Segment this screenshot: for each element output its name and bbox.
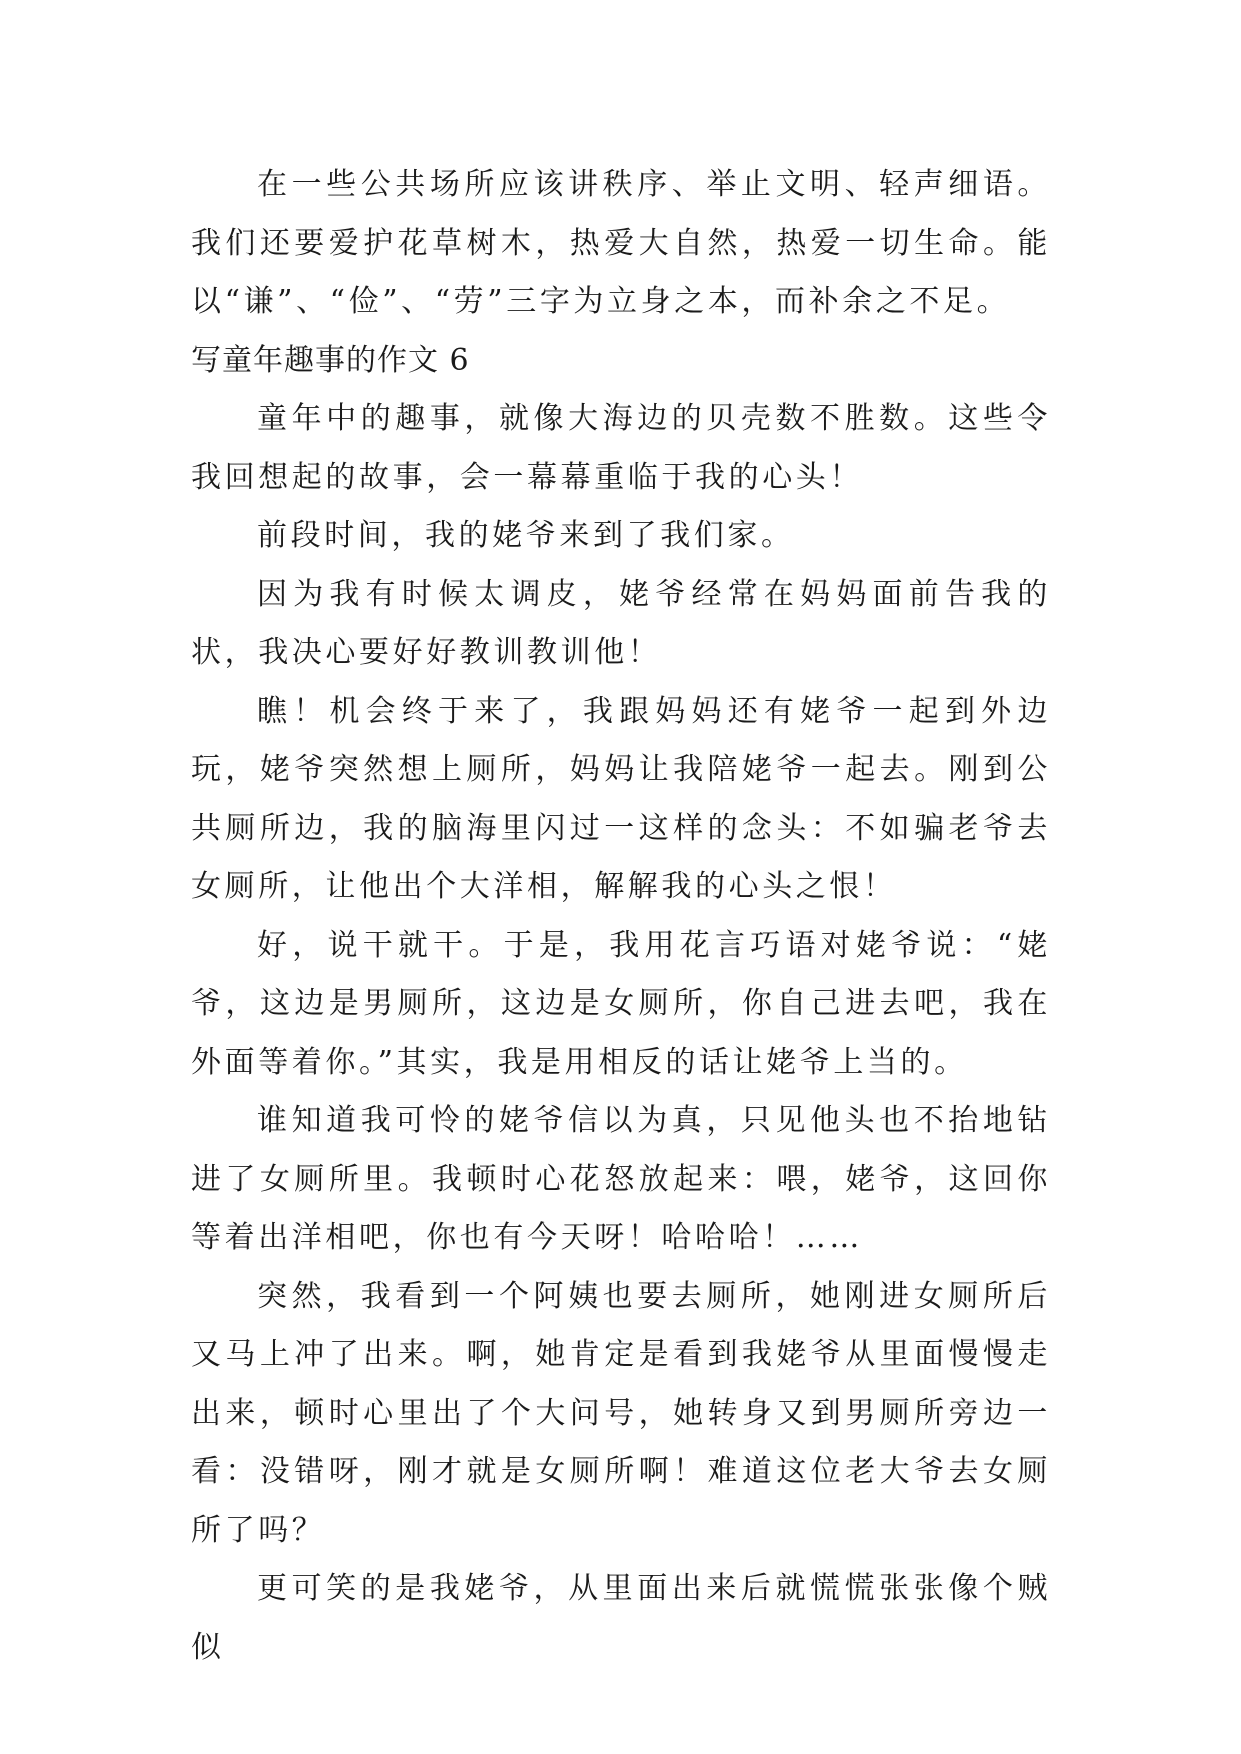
paragraph: 突然，我看到一个阿姨也要去厕所，她刚进女厕所后又马上冲了出来。啊，她肯定是看到我姥爷从里面慢慢走出来，顿时心里出了个大问号，她转身又到男厕所旁边一看：没错呀，刚才就是女厕所啊！难道这位老大爷去女厕所了吗？ — [191, 1278, 1051, 1548]
paragraph: 谁知道我可怜的姥爷信以为真，只见他头也不抬地钻进了女厕所里。我顿时心花怒放起来：喂，姥爷，这回你等着出洋相吧，你也有今天呀！哈哈哈！…… — [191, 1103, 1051, 1255]
paragraph: 更可笑的是我姥爷，从里面出来后就慌慌张张像个贼似 — [191, 1571, 1051, 1665]
paragraph: 好，说干就干。于是，我用花言巧语对姥爷说：“姥爷，这边是男厕所，这边是女厕所，你自己进去吧，我在外面等着你。”其实，我是用相反的话让姥爷上当的。 — [191, 927, 1051, 1080]
paragraph: 童年中的趣事，就像大海边的贝壳数不胜数。这些令我回想起的故事，会一幕幕重临于我的心头！ — [191, 401, 1051, 495]
paragraph: 瞧！机会终于来了，我跟妈妈还有姥爷一起到外边玩，姥爷突然想上厕所，妈妈让我陪姥爷一起去。刚到公共厕所边，我的脑海里闪过一这样的念头：不如骗老爷去女厕所，让他出个大洋相，解解我的心头之恨！ — [191, 693, 1051, 904]
paragraph: 在一些公共场所应该讲秩序、举止文明、轻声细语。我们还要爱护花草树木，热爱大自然，热爱一切生命。能以“谦”、“俭”、“劳”三字为立身之本，而补余之不足。 — [191, 167, 1051, 319]
paragraph: 因为我有时候太调皮，姥爷经常在妈妈面前告我的状，我决心要好好教训教训他！ — [191, 576, 1051, 670]
paragraph: 前段时间，我的姥爷来到了我们家。 — [257, 518, 795, 553]
section-heading: 写童年趣事的作文 6 — [191, 342, 470, 378]
document-page — [191, 156, 1051, 1677]
